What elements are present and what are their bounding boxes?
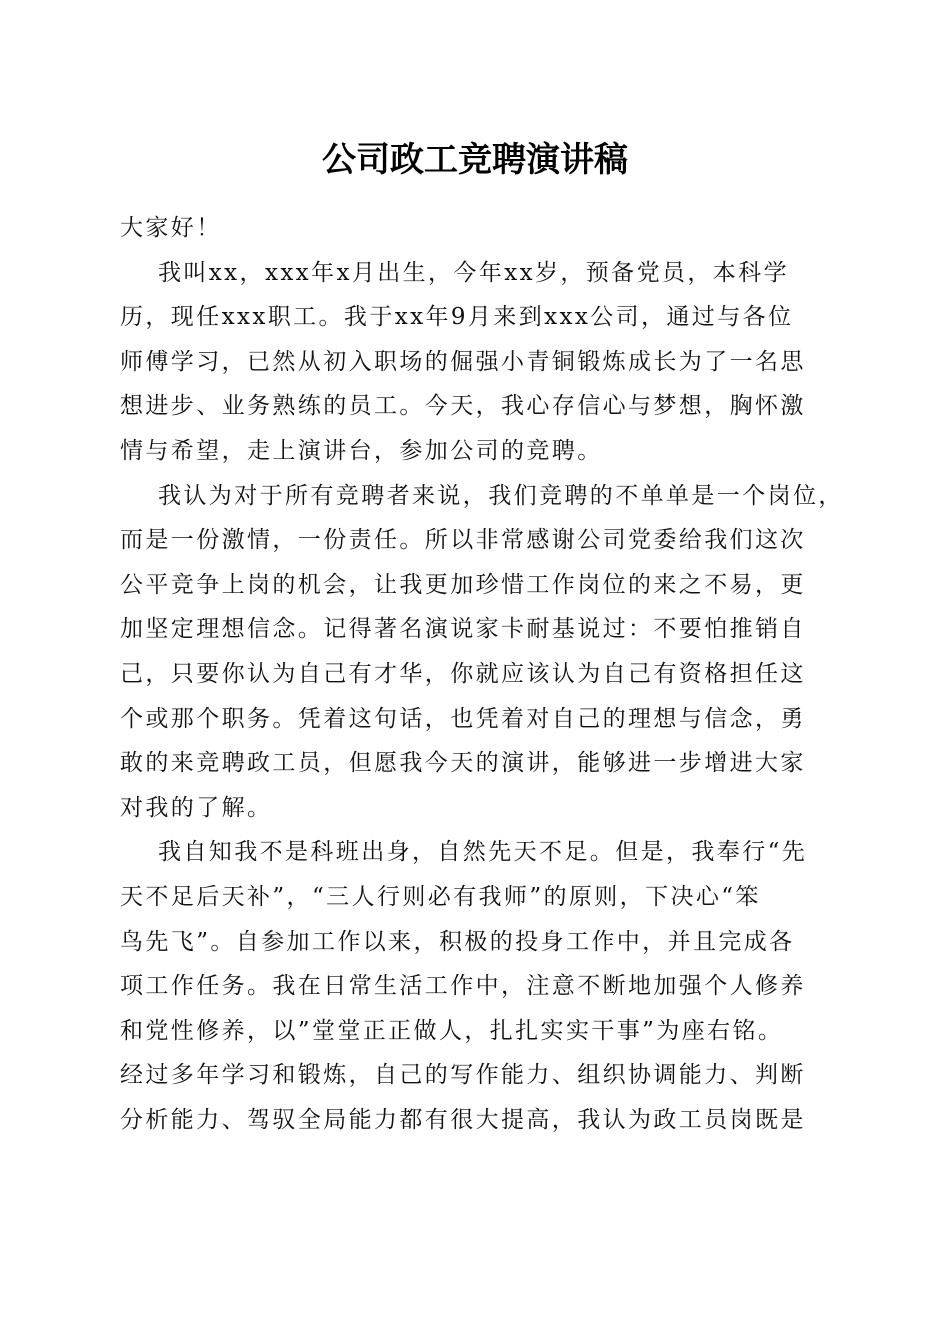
text-line: 情与希望，走上演讲台，参加公司的竞聘。 xyxy=(120,437,603,464)
text-line: 想进步、业务熟练的员工。今天，我心存信心与梦想，胸怀激 xyxy=(120,393,806,420)
text-line: 历，现任xxx职工。我于xx年9月来到xxx公司，通过与各位 xyxy=(120,304,794,331)
page-title: 公司政工竞聘演讲稿 xyxy=(322,140,628,180)
text-line: 我认为对于所有竞聘者来说，我们竞聘的不单单是一个岗位， xyxy=(158,482,844,509)
text-line: 敢的来竞聘政工员，但愿我今天的演讲，能够进一步增进大家 xyxy=(120,750,806,777)
text-line: 大家好！ xyxy=(120,215,222,241)
text-line: 个或那个职务。凭着这句话，也凭着对自己的理想与信念，勇 xyxy=(120,705,806,732)
speech-body xyxy=(120,206,844,1142)
text-line: 对我的了解。 xyxy=(120,794,273,821)
text-line: 公平竞争上岗的机会，让我更加珍惜工作岗位的来之不易，更 xyxy=(120,571,806,598)
text-line: 师傅学习，已然从初入职场的倔强小青铜锻炼成长为了一名思 xyxy=(120,348,806,375)
text-line: 己，只要你认为自己有才华，你就应该认为自己有资格担任这 xyxy=(120,660,806,687)
text-line: 而是一份激情，一份责任。所以非常感谢公司党委给我们这次 xyxy=(120,527,806,554)
text-line: 分析能力、驾驭全局能力都有很大提高，我认为政工员岗既是 xyxy=(120,1106,806,1133)
text-line: 项工作任务。我在日常生活工作中，注意不断地加强个人修养 xyxy=(120,973,806,1000)
text-line: 鸟先飞”。自参加工作以来，积极的投身工作中，并且完成各 xyxy=(120,928,795,955)
text-line: 我叫xx，xxx年x月出生，今年xx岁，预备党员，本科学 xyxy=(158,259,789,286)
text-line: 经过多年学习和锻炼，自己的写作能力、组织协调能力、判断 xyxy=(120,1062,806,1089)
text-line: 天不足后天补”，“三人行则必有我师”的原则，下决心“笨 xyxy=(120,883,761,910)
text-line: 和党性修养，以”堂堂正正做人，扎扎实实干事”为座右铭。 xyxy=(120,1017,784,1044)
text-line: 加坚定理想信念。记得著名演说家卡耐基说过：不要怕推销自 xyxy=(120,616,806,643)
text-line: 我自知我不是科班出身，自然先天不足。但是，我奉行“先 xyxy=(158,839,808,866)
